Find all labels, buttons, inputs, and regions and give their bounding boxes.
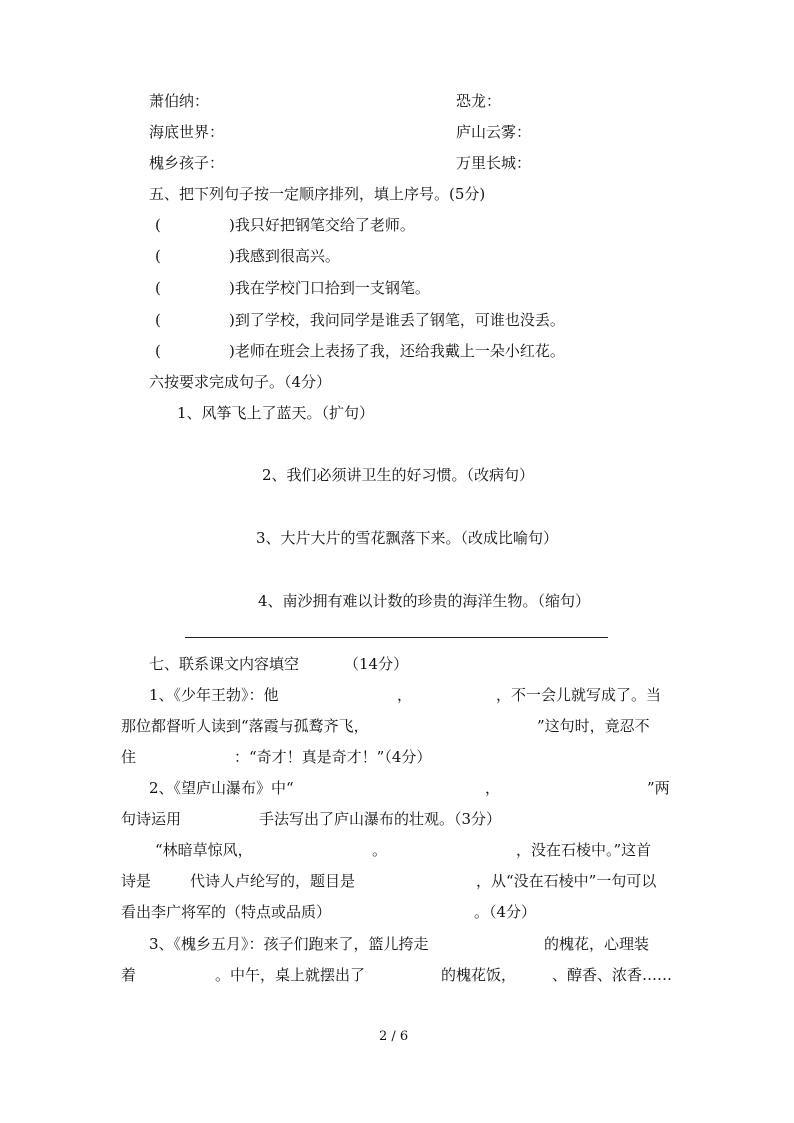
section7-title: 七、联系课文内容填空	[149, 655, 300, 673]
q2b-part-b: 。	[372, 841, 388, 859]
q2-part-d: 句诗运用	[121, 810, 182, 828]
q3-part-e: 的槐花饭，	[441, 966, 517, 984]
q1-part-f: 住	[121, 748, 137, 766]
pair-left-3: 槐乡孩子：	[149, 154, 225, 172]
q1-part-a: 1、《少年王勃》：他	[149, 686, 279, 704]
section5-title: 五、把下列句子按一定顺序排列，填上序号。(5分)	[149, 185, 486, 203]
q1-part-e: ”这句时，竟忍不	[537, 717, 650, 735]
q3-part-d: 。中午，桌上就摆出了	[215, 966, 366, 984]
section5-paren-1: (	[155, 216, 161, 234]
page-number: 2 / 6	[379, 1029, 409, 1044]
pair-left-2: 海底世界：	[149, 123, 225, 141]
q2-part-c: ”两	[647, 779, 670, 797]
section5-item-1: )我只好把钢笔交给了老师。	[229, 216, 415, 234]
q3-part-c: 着	[121, 966, 137, 984]
q3-part-a: 3、《槐乡五月》：孩子们跑来了，篮儿挎走	[149, 935, 429, 953]
pair-right-2: 庐山云雾：	[456, 123, 532, 141]
q2b-part-d: 诗是	[121, 872, 152, 890]
section7-points: （14分）	[344, 655, 409, 673]
q2b-part-f: ，从“没在石棱中”一句可以	[476, 872, 657, 890]
section5-item-3: )我在学校门口拾到一支钢笔。	[229, 279, 430, 297]
section6-item-1: 1、风筝飞上了蓝天。（扩句）	[177, 404, 375, 422]
q2-part-b: ，	[485, 779, 501, 797]
q2b-part-a: “林暗草惊风，	[155, 841, 253, 859]
section6-item-2: 2、我们必须讲卫生的好习惯。（改病句）	[262, 466, 535, 484]
q2b-part-e: 代诗人卢纶写的，题目是	[190, 872, 356, 890]
q1-part-g: ：“奇才！真是奇才！”（4分）	[234, 748, 432, 766]
q2b-part-h: 。（4分）	[474, 903, 537, 921]
section5-item-5: )老师在班会上表扬了我，还给我戴上一朵小红花。	[229, 342, 565, 360]
pair-left-1: 萧伯纳：	[149, 92, 210, 110]
q2-part-e: 手法写出了庐山瀑布的壮观。（3分）	[259, 810, 502, 828]
section5-paren-4: (	[155, 311, 161, 329]
q1-part-d: 那位都督听人读到“落霞与孤鹜齐飞，	[121, 717, 369, 735]
section5-paren-5: (	[155, 342, 161, 360]
section5-paren-2: (	[155, 247, 161, 265]
section5-item-2: )我感到很高兴。	[229, 247, 340, 265]
section6-item-3: 3、大片大片的雪花飘落下来。（改成比喻句）	[256, 529, 559, 547]
q3-part-b: 的槐花，心理装	[544, 935, 650, 953]
q2b-part-c: ，没在石棱中。”这首	[516, 841, 652, 859]
q2b-part-g: 看出李广将军的（特点或品质）	[121, 903, 332, 921]
q1-part-b: ，	[397, 686, 413, 704]
q1-part-c: ，不一会儿就写成了。当	[496, 686, 662, 704]
section6-item-4: 4、南沙拥有难以计数的珍贵的海洋生物。（缩句）	[258, 592, 591, 610]
q3-part-f: 、醇香、浓香……	[552, 966, 673, 984]
q2-part-a: 2、《望庐山瀑布》中“	[149, 779, 294, 797]
pair-right-1: 恐龙：	[456, 92, 502, 110]
section5-item-4: )到了学校，我问同学是谁丢了钢笔，可谁也没丢。	[229, 311, 565, 329]
answer-line	[185, 637, 608, 638]
section5-paren-3: (	[155, 279, 161, 297]
pair-right-3: 万里长城：	[456, 154, 532, 172]
section6-title: 六按要求完成句子。（4分）	[149, 373, 332, 391]
